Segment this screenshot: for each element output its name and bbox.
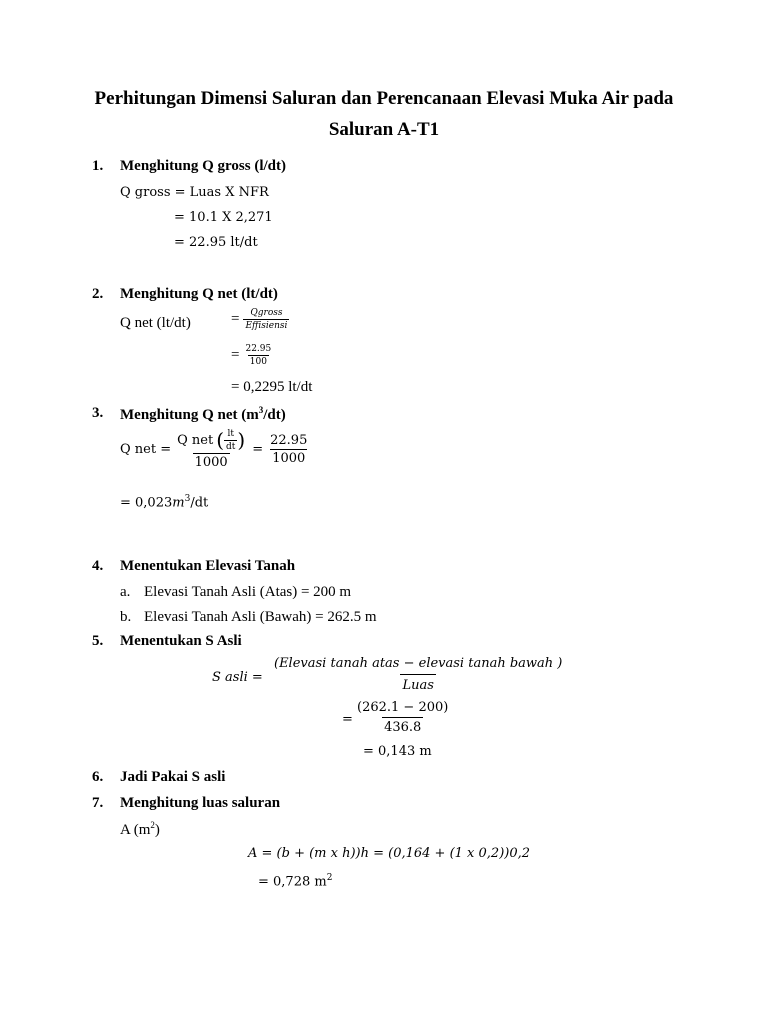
qnet-label: Q net (lt/dt)	[120, 315, 191, 331]
unit-numerator: lt	[227, 428, 234, 439]
qgross-substitution: = 10.1 X 2,271	[174, 210, 273, 225]
sasli-result: = 0,143 m	[363, 744, 432, 759]
fraction-denominator: Luas	[400, 674, 435, 693]
fraction-numerator: Qgross	[250, 308, 283, 318]
qnet-m3-result: = $0,023m^3/dt$	[120, 494, 209, 511]
list-marker-b: b.	[120, 609, 132, 625]
fraction-numerator: (262.1 − 200)	[357, 700, 449, 715]
fraction-denominator: Effisiensi	[245, 321, 288, 331]
section-1-number: 1.	[92, 158, 104, 174]
qgross-formula: Q gross = Luas X NFR	[120, 185, 269, 200]
section-7-number: 7.	[92, 795, 104, 811]
fraction-numerator: 22.95	[245, 344, 272, 354]
area-label: A $(m^2)$	[120, 820, 160, 838]
page-title-line1: Perhitungan Dimensi Saluran dan Perencanaan Elevasi Muka Air pada	[94, 88, 674, 109]
equals-sign: =	[252, 441, 264, 457]
fraction-denominator: 100	[249, 357, 267, 367]
fraction-numerator: 22.95	[270, 432, 308, 448]
equals-sign: =	[342, 712, 353, 727]
section-6-number: 6.	[92, 769, 104, 785]
elevasi-atas: Elevasi Tanah Asli (Atas) = 200 m	[144, 584, 352, 600]
fraction-numerator: (Elevasi tanah atas − elevasi tanah bawah )	[274, 656, 563, 671]
section-6-heading: Jadi Pakai S asli	[120, 769, 226, 785]
section-3-heading: Menghitung Q net $(m^3/dt)$	[120, 405, 286, 423]
equals-sign: =	[231, 347, 240, 364]
qnet-m3-equation: Q net = Q net ( $\frac{lt}{dt}$ ) 1000 = $\frac{22.95}{1000}$	[120, 428, 308, 470]
qnet-fraction-1	[231, 308, 289, 331]
section-2-number: 2.	[92, 286, 104, 302]
elevasi-bawah: Elevasi Tanah Asli (Bawah) = 262.5 m	[144, 609, 377, 625]
unit-denominator: dt	[226, 441, 236, 452]
fraction-denominator: 1000	[194, 455, 228, 470]
qnet-result: = 0,2295 lt/dt	[231, 379, 313, 395]
area-result: = 0,728 $m^2$	[258, 873, 333, 890]
page-title-line2: Saluran A-T1	[328, 119, 440, 140]
section-7-heading: Menghitung luas saluran	[120, 795, 281, 811]
section-4-number: 4.	[92, 558, 104, 574]
section-3-number: 3.	[92, 405, 104, 421]
qnet-fraction-2	[231, 344, 273, 367]
list-marker-a: a.	[120, 584, 131, 600]
sasli-fraction-2	[355, 700, 450, 735]
fraction-numerator: Q net	[177, 432, 214, 448]
sasli-fraction-1	[272, 656, 564, 693]
equals-sign: =	[231, 311, 240, 328]
fraction-denominator: 436.8	[382, 717, 423, 735]
section-5-number: 5.	[92, 633, 104, 649]
qnet-lhs: Q net =	[120, 441, 172, 457]
fraction-denominator: 1000	[272, 450, 306, 466]
section-4-heading: Menentukan Elevasi Tanah	[120, 558, 296, 574]
sasli-lhs: S asli =	[212, 670, 263, 685]
section-1-heading: Menghitung Q gross (l/dt)	[120, 158, 286, 174]
area-equation: A = (b + (m x h))h = (0,164 + (1 x 0,2))0,2	[248, 846, 531, 861]
section-5-heading: Menentukan S Asli	[120, 633, 242, 649]
section-2-heading: Menghitung Q net (lt/dt)	[120, 286, 278, 302]
qgross-result: = 22.95 lt/dt	[174, 235, 258, 250]
